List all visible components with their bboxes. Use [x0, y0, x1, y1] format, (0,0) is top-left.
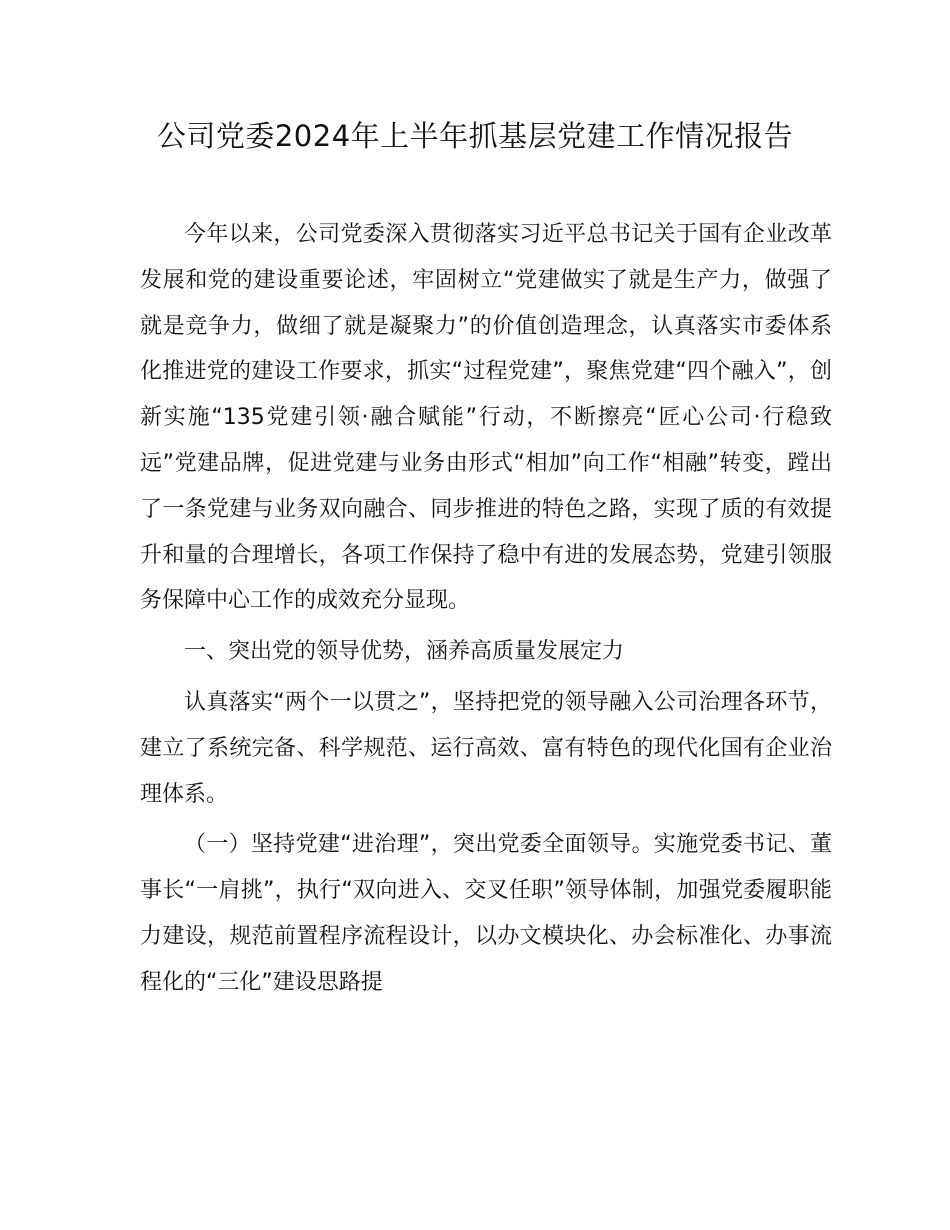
paragraph-section-1: 认真落实“两个一以贯之”，坚持把党的领导融入公司治理各环节，建立了系统完备、科学规范、运行高效、富有特色的现代化国有企业治理体系。 — [140, 689, 832, 807]
document-title: 公司党委2024年上半年抓基层党建工作情况报告 — [156, 119, 794, 153]
paragraph-subsection-1: （一）坚持党建“进治理”，突出党委全面领导。实施党委书记、董事长“一肩挑”，执行“双向进入、交叉任职”领导体制，加强党委履职能力建设，规范前置程序流程设计，以办文模块化、办会标准化、办事流程化的“三化”建设思路提 — [140, 832, 832, 995]
document-body — [140, 212, 832, 1006]
section-heading-1: 一、突出党的领导优势，涵养高质量发展定力 — [184, 639, 625, 665]
paragraph-intro: 今年以来，公司党委深入贯彻落实习近平总书记关于国有企业改革发展和党的建设重要论述，牢固树立“党建做实了就是生产力，做强了就是竞争力，做细了就是凝聚力”的价值创造理念，认真落实市委体系化推进党的建设工作要求，抓实“过程党建”，聚焦党建“四个融入”，创新实施“135党建引领·融合赋能”行动，不断擦亮“匠心公司·行稳致远”党建品牌，促进党建与业务由形式“相加”向工作“相融”转变，蹚出了一条党建与业务双向融合、同步推进的特色之路，实现了质的有效提升和量的合理增长，各项工作保持了稳中有进的发展态势，党建引领服务保障中心工作的成效充分显现。 — [140, 222, 832, 614]
